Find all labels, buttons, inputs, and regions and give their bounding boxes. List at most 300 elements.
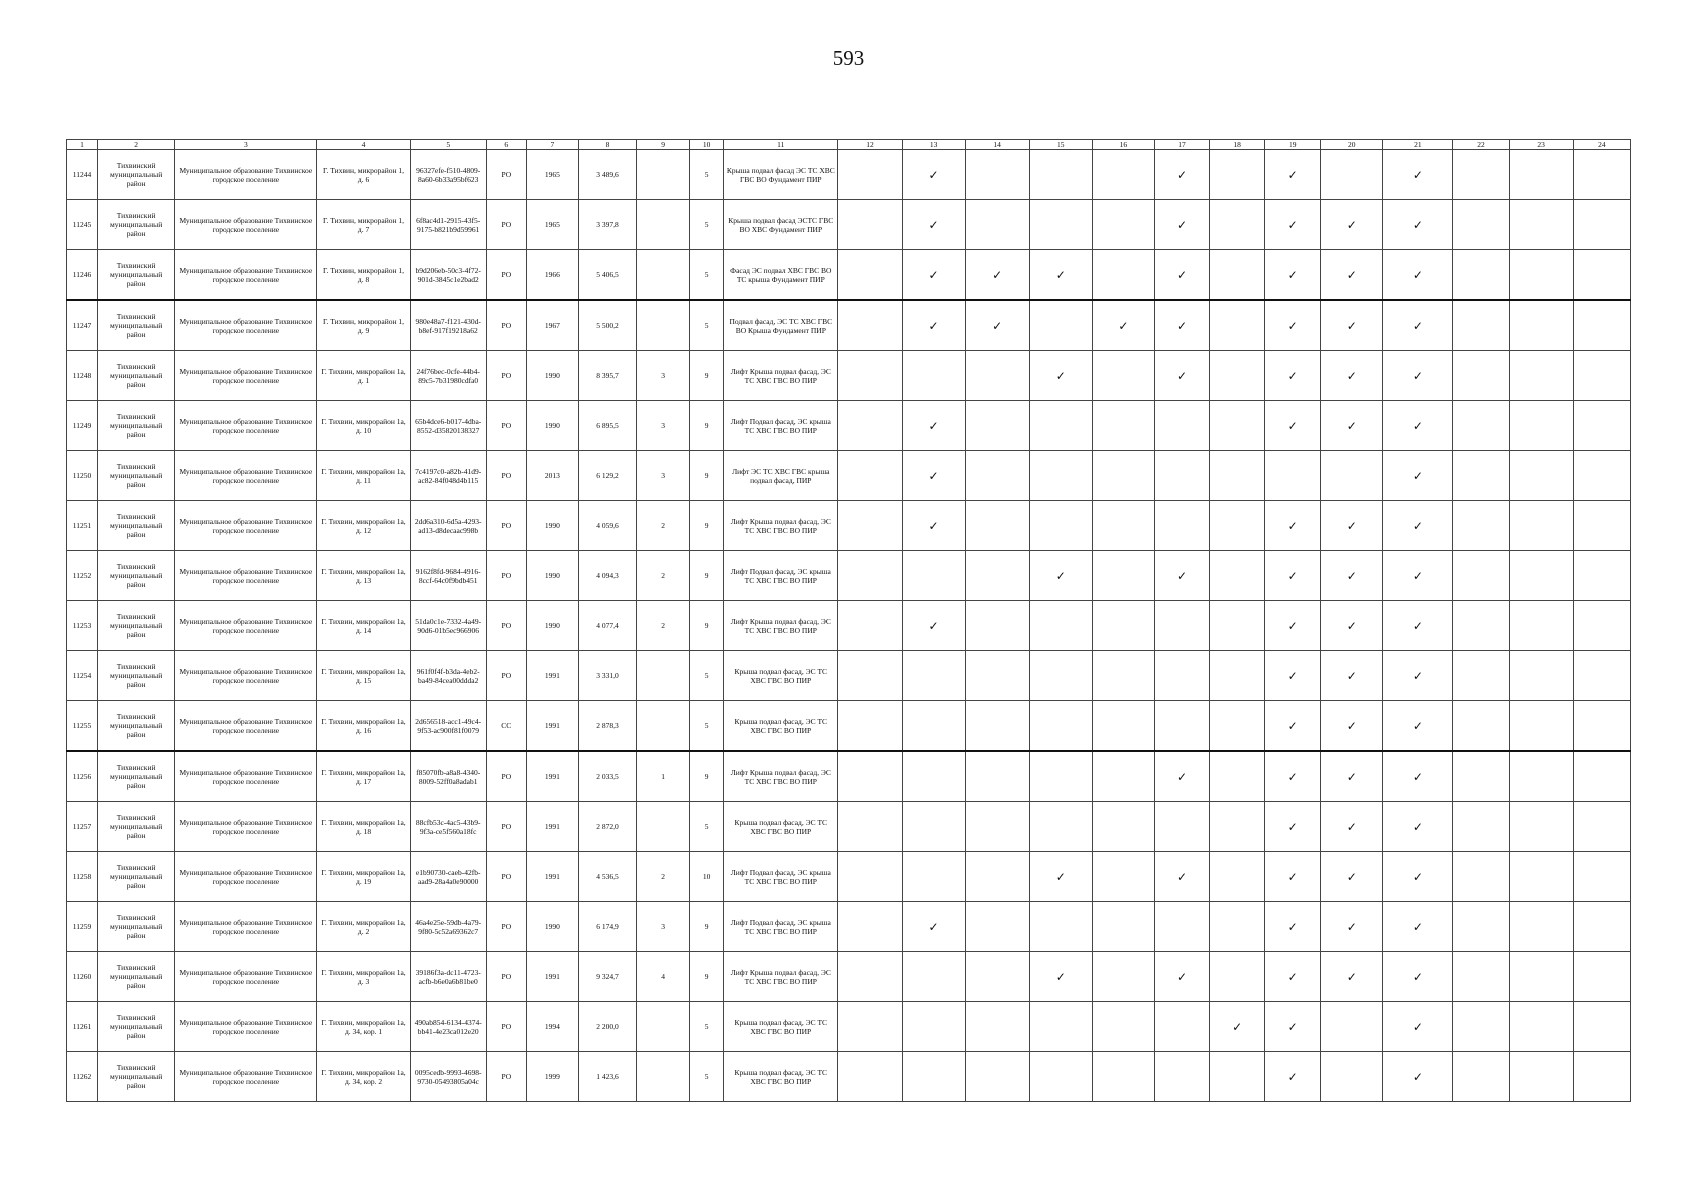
method-cell: РО — [486, 952, 526, 1002]
work-column-17-cell — [1154, 651, 1209, 701]
entrances-cell — [637, 1052, 690, 1102]
row-number: 11244 — [67, 150, 98, 200]
work-column-21-cell — [1383, 551, 1453, 601]
checkmark-icon: ✓ — [1287, 668, 1298, 683]
work-column-24-cell — [1573, 451, 1630, 501]
work-column-23-cell — [1509, 802, 1573, 852]
municipality-cell: Муниципальное образование Тихвинское городское поселение — [175, 501, 317, 551]
row-number: 11247 — [67, 300, 98, 351]
fias-guid-cell: 2dd6a310-6d5a-4293-ad13-d8decaac998b — [410, 501, 486, 551]
work-column-14-cell — [965, 1002, 1029, 1052]
work-column-21-cell — [1383, 601, 1453, 651]
area-cell: 2 872,0 — [578, 802, 636, 852]
work-column-19-cell — [1265, 1052, 1321, 1102]
work-column-23-cell — [1509, 300, 1573, 351]
fias-guid-cell: 39186f3a-dc11-4723-acfb-b6e0a6b81be0 — [410, 952, 486, 1002]
year-cell: 1966 — [526, 250, 578, 301]
checkmark-icon: ✓ — [1412, 969, 1423, 984]
address-cell: Г. Тихвин, микрорайон 1, д. 8 — [317, 250, 410, 301]
year-cell: 2013 — [526, 451, 578, 501]
work-column-23-cell — [1509, 601, 1573, 651]
row-number: 11259 — [67, 902, 98, 952]
work-column-21-cell — [1383, 902, 1453, 952]
column-header: 22 — [1453, 140, 1509, 150]
table-row — [67, 952, 1631, 1002]
floors-cell: 9 — [690, 401, 724, 451]
work-column-23-cell — [1509, 551, 1573, 601]
work-column-16-cell — [1092, 601, 1154, 651]
work-column-22-cell — [1453, 651, 1509, 701]
works-cell: Крыша подвал фасад, ЭС ТС ХВС ГВС ВО ПИР — [724, 1002, 838, 1052]
page-number: 593 — [832, 46, 865, 70]
municipality-cell: Муниципальное образование Тихвинское городское поселение — [175, 601, 317, 651]
checkmark-icon: ✓ — [1287, 969, 1298, 984]
fias-guid-cell: 980e48a7-f121-430d-b8ef-917f19218a62 — [410, 300, 486, 351]
work-column-18-cell — [1210, 1052, 1265, 1102]
checkmark-icon: ✓ — [1055, 568, 1066, 583]
method-cell: РО — [486, 1002, 526, 1052]
works-cell: Крыша подвал фасад, ЭС ТС ХВС ГВС ВО ПИР — [724, 802, 838, 852]
method-cell: РО — [486, 200, 526, 250]
work-column-14-cell — [965, 451, 1029, 501]
district-cell: Тихвинский муниципальный район — [98, 651, 175, 701]
municipality-cell: Муниципальное образование Тихвинское городское поселение — [175, 902, 317, 952]
works-cell: Лифт Крыша подвал фасад, ЭС ТС ХВС ГВС ВО ПИР — [724, 751, 838, 802]
work-column-18-cell — [1210, 451, 1265, 501]
address-cell: Г. Тихвин, микрорайон 1а, д. 17 — [317, 751, 410, 802]
year-cell: 1991 — [526, 751, 578, 802]
checkmark-icon: ✓ — [1412, 1019, 1423, 1034]
column-header: 19 — [1265, 140, 1321, 150]
checkmark-icon: ✓ — [1346, 819, 1357, 834]
area-cell: 1 423,6 — [578, 1052, 636, 1102]
floors-cell: 9 — [690, 501, 724, 551]
checkmark-icon: ✓ — [928, 919, 939, 934]
method-cell: РО — [486, 601, 526, 651]
work-column-19-cell — [1265, 300, 1321, 351]
row-number: 11248 — [67, 351, 98, 401]
work-column-22-cell — [1453, 501, 1509, 551]
row-number: 11252 — [67, 551, 98, 601]
work-column-21-cell — [1383, 751, 1453, 802]
work-column-24-cell — [1573, 1052, 1630, 1102]
work-column-23-cell — [1509, 1002, 1573, 1052]
work-column-20-cell — [1321, 1002, 1383, 1052]
fias-guid-cell: 24f76bec-0cfe-44b4-89c5-7b31980cdfa0 — [410, 351, 486, 401]
fias-guid-cell: 961f0f4f-b3da-4eb2-ba49-84cea00ddda2 — [410, 651, 486, 701]
method-cell: РО — [486, 451, 526, 501]
works-cell: Фасад ЭС подвал ХВС ГВС ВО ТС крыша Фундамент ПИР — [724, 250, 838, 301]
checkmark-icon: ✓ — [1055, 267, 1066, 282]
area-cell: 6 895,5 — [578, 401, 636, 451]
work-column-22-cell — [1453, 200, 1509, 250]
table-row — [67, 150, 1631, 200]
works-cell: Лифт Крыша подвал фасад, ЭС ТС ХВС ГВС ВО ПИР — [724, 351, 838, 401]
district-cell: Тихвинский муниципальный район — [98, 601, 175, 651]
floors-cell: 5 — [690, 250, 724, 301]
fias-guid-cell: 51da0c1e-7332-4a49-90d6-01b5ec966906 — [410, 601, 486, 651]
column-header: 5 — [410, 140, 486, 150]
work-column-14-cell — [965, 300, 1029, 351]
works-cell: Лифт Подвал фасад, ЭС крыша ТС ХВС ГВС ВО ПИР — [724, 401, 838, 451]
column-header: 13 — [902, 140, 965, 150]
municipality-cell: Муниципальное образование Тихвинское городское поселение — [175, 651, 317, 701]
column-header: 4 — [317, 140, 410, 150]
entrances-cell — [637, 300, 690, 351]
checkmark-icon: ✓ — [928, 468, 939, 483]
work-column-22-cell — [1453, 351, 1509, 401]
work-column-18-cell — [1210, 501, 1265, 551]
work-column-19-cell — [1265, 200, 1321, 250]
year-cell: 1990 — [526, 501, 578, 551]
work-column-20-cell — [1321, 601, 1383, 651]
checkmark-icon: ✓ — [1346, 618, 1357, 633]
table-row — [67, 451, 1631, 501]
column-header: 18 — [1210, 140, 1265, 150]
work-column-12-cell — [838, 501, 902, 551]
method-cell: РО — [486, 351, 526, 401]
district-cell: Тихвинский муниципальный район — [98, 150, 175, 200]
work-column-13-cell — [902, 802, 965, 852]
row-number: 11253 — [67, 601, 98, 651]
entrances-cell — [637, 250, 690, 301]
work-column-12-cell — [838, 852, 902, 902]
table-row — [67, 300, 1631, 351]
work-column-18-cell — [1210, 852, 1265, 902]
work-column-17-cell — [1154, 852, 1209, 902]
work-column-16-cell — [1092, 501, 1154, 551]
fias-guid-cell: 6f8ac4d1-2915-43f5-9175-b821b9d59961 — [410, 200, 486, 250]
address-cell: Г. Тихвин, микрорайон 1, д. 6 — [317, 150, 410, 200]
work-column-24-cell — [1573, 200, 1630, 250]
works-cell: Лифт ЭС ТС ХВС ГВС крыша подвал фасад, ПИР — [724, 451, 838, 501]
work-column-24-cell — [1573, 902, 1630, 952]
work-column-13-cell — [902, 601, 965, 651]
fias-guid-cell: 88cfb53c-4ac5-43b9-9f3a-ce5f560a18fc — [410, 802, 486, 852]
entrances-cell: 4 — [637, 952, 690, 1002]
address-cell: Г. Тихвин, микрорайон 1а, д. 2 — [317, 902, 410, 952]
checkmark-icon: ✓ — [1346, 919, 1357, 934]
work-column-12-cell — [838, 351, 902, 401]
work-column-24-cell — [1573, 401, 1630, 451]
work-column-15-cell — [1029, 902, 1092, 952]
work-column-20-cell — [1321, 551, 1383, 601]
checkmark-icon: ✓ — [1412, 267, 1423, 282]
method-cell: СС — [486, 701, 526, 752]
work-column-19-cell — [1265, 651, 1321, 701]
district-cell: Тихвинский муниципальный район — [98, 501, 175, 551]
works-cell: Крыша подвал фасад, ЭС ТС ХВС ГВС ВО ПИР — [724, 651, 838, 701]
area-cell: 2 200,0 — [578, 1002, 636, 1052]
checkmark-icon: ✓ — [1287, 368, 1298, 383]
table-row — [67, 601, 1631, 651]
checkmark-icon: ✓ — [1346, 769, 1357, 784]
work-column-18-cell — [1210, 802, 1265, 852]
work-column-14-cell — [965, 701, 1029, 752]
checkmark-icon: ✓ — [1176, 368, 1188, 383]
row-number: 11260 — [67, 952, 98, 1002]
table-row — [67, 1002, 1631, 1052]
work-column-15-cell — [1029, 200, 1092, 250]
checkmark-icon: ✓ — [928, 618, 939, 633]
work-column-13-cell — [902, 150, 965, 200]
floors-cell: 5 — [690, 701, 724, 752]
address-cell: Г. Тихвин, микрорайон 1а, д. 34, кор. 2 — [317, 1052, 410, 1102]
work-column-20-cell — [1321, 250, 1383, 301]
column-header: 23 — [1509, 140, 1573, 150]
municipality-cell: Муниципальное образование Тихвинское городское поселение — [175, 751, 317, 802]
entrances-cell: 2 — [637, 551, 690, 601]
municipality-cell: Муниципальное образование Тихвинское городское поселение — [175, 250, 317, 301]
fias-guid-cell: 96327efe-f510-4809-8a60-6b33a95bf623 — [410, 150, 486, 200]
method-cell: РО — [486, 150, 526, 200]
checkmark-icon: ✓ — [1346, 267, 1357, 282]
checkmark-icon: ✓ — [1176, 568, 1188, 583]
work-column-24-cell — [1573, 1002, 1630, 1052]
work-column-24-cell — [1573, 501, 1630, 551]
work-column-12-cell — [838, 701, 902, 752]
work-column-17-cell — [1154, 902, 1209, 952]
work-column-14-cell — [965, 751, 1029, 802]
work-column-12-cell — [838, 952, 902, 1002]
year-cell: 1965 — [526, 150, 578, 200]
work-column-18-cell — [1210, 401, 1265, 451]
work-column-23-cell — [1509, 701, 1573, 752]
checkmark-icon: ✓ — [1176, 318, 1188, 333]
checkmark-icon: ✓ — [1412, 167, 1423, 182]
year-cell: 1999 — [526, 1052, 578, 1102]
entrances-cell: 3 — [637, 401, 690, 451]
work-column-23-cell — [1509, 501, 1573, 551]
column-header: 15 — [1029, 140, 1092, 150]
district-cell: Тихвинский муниципальный район — [98, 1052, 175, 1102]
area-cell: 2 033,5 — [578, 751, 636, 802]
work-column-14-cell — [965, 852, 1029, 902]
row-number: 11249 — [67, 401, 98, 451]
method-cell: РО — [486, 401, 526, 451]
work-column-13-cell — [902, 1052, 965, 1102]
table-row — [67, 651, 1631, 701]
floors-cell: 5 — [690, 300, 724, 351]
entrances-cell: 2 — [637, 852, 690, 902]
method-cell: РО — [486, 501, 526, 551]
column-header: 3 — [175, 140, 317, 150]
column-header: 21 — [1383, 140, 1453, 150]
work-column-24-cell — [1573, 551, 1630, 601]
work-column-15-cell — [1029, 1002, 1092, 1052]
work-column-19-cell — [1265, 401, 1321, 451]
checkmark-icon: ✓ — [928, 167, 939, 182]
work-column-22-cell — [1453, 601, 1509, 651]
floors-cell: 9 — [690, 451, 724, 501]
address-cell: Г. Тихвин, микрорайон 1, д. 9 — [317, 300, 410, 351]
work-column-18-cell — [1210, 1002, 1265, 1052]
works-cell: Крыша подвал фасад, ЭС ТС ХВС ГВС ВО ПИР — [724, 701, 838, 752]
year-cell: 1991 — [526, 802, 578, 852]
work-column-13-cell — [902, 701, 965, 752]
checkmark-icon: ✓ — [1055, 969, 1066, 984]
work-column-24-cell — [1573, 701, 1630, 752]
registry-body — [67, 150, 1631, 1102]
work-column-15-cell — [1029, 451, 1092, 501]
work-column-22-cell — [1453, 701, 1509, 752]
work-column-19-cell — [1265, 952, 1321, 1002]
work-column-20-cell — [1321, 200, 1383, 250]
work-column-23-cell — [1509, 150, 1573, 200]
work-column-15-cell — [1029, 300, 1092, 351]
entrances-cell: 3 — [637, 451, 690, 501]
work-column-17-cell — [1154, 701, 1209, 752]
work-column-21-cell — [1383, 300, 1453, 351]
year-cell: 1965 — [526, 200, 578, 250]
checkmark-icon: ✓ — [1346, 568, 1357, 583]
fias-guid-cell: f85070fb-a8a8-4340-8009-52ff0a8adab1 — [410, 751, 486, 802]
work-column-16-cell — [1092, 751, 1154, 802]
row-number: 11250 — [67, 451, 98, 501]
column-header: 2 — [98, 140, 175, 150]
work-column-16-cell — [1092, 852, 1154, 902]
area-cell: 2 878,3 — [578, 701, 636, 752]
checkmark-icon: ✓ — [1176, 969, 1188, 984]
row-number: 11258 — [67, 852, 98, 902]
work-column-16-cell — [1092, 150, 1154, 200]
floors-cell: 5 — [690, 651, 724, 701]
work-column-13-cell — [902, 751, 965, 802]
district-cell: Тихвинский муниципальный район — [98, 451, 175, 501]
table-row — [67, 200, 1631, 250]
row-number: 11261 — [67, 1002, 98, 1052]
municipality-cell: Муниципальное образование Тихвинское городское поселение — [175, 952, 317, 1002]
work-column-23-cell — [1509, 651, 1573, 701]
work-column-16-cell — [1092, 802, 1154, 852]
municipality-cell: Муниципальное образование Тихвинское городское поселение — [175, 351, 317, 401]
table-row — [67, 551, 1631, 601]
year-cell: 1991 — [526, 701, 578, 752]
work-column-13-cell — [902, 902, 965, 952]
method-cell: РО — [486, 250, 526, 301]
checkmark-icon: ✓ — [928, 267, 939, 282]
work-column-12-cell — [838, 902, 902, 952]
work-column-23-cell — [1509, 250, 1573, 301]
work-column-24-cell — [1573, 351, 1630, 401]
checkmark-icon: ✓ — [928, 518, 939, 533]
work-column-16-cell — [1092, 1052, 1154, 1102]
address-cell: Г. Тихвин, микрорайон 1а, д. 34, кор. 1 — [317, 1002, 410, 1052]
checkmark-icon: ✓ — [1287, 318, 1298, 333]
work-column-20-cell — [1321, 150, 1383, 200]
work-column-24-cell — [1573, 250, 1630, 301]
checkmark-icon: ✓ — [1287, 167, 1298, 182]
work-column-19-cell — [1265, 902, 1321, 952]
work-column-12-cell — [838, 451, 902, 501]
work-column-14-cell — [965, 651, 1029, 701]
work-column-13-cell — [902, 250, 965, 301]
column-header: 8 — [578, 140, 636, 150]
work-column-16-cell — [1092, 200, 1154, 250]
work-column-21-cell — [1383, 651, 1453, 701]
work-column-24-cell — [1573, 852, 1630, 902]
works-cell: Крыша подвал фасад ЭС ТС ХВС ГВС ВО Фундамент ПИР — [724, 150, 838, 200]
municipality-cell: Муниципальное образование Тихвинское городское поселение — [175, 200, 317, 250]
district-cell: Тихвинский муниципальный район — [98, 701, 175, 752]
area-cell: 5 500,2 — [578, 300, 636, 351]
work-column-20-cell — [1321, 351, 1383, 401]
method-cell: РО — [486, 902, 526, 952]
work-column-19-cell — [1265, 751, 1321, 802]
work-column-17-cell — [1154, 802, 1209, 852]
work-column-19-cell — [1265, 250, 1321, 301]
entrances-cell: 2 — [637, 501, 690, 551]
work-column-16-cell — [1092, 401, 1154, 451]
entrances-cell: 3 — [637, 351, 690, 401]
work-column-18-cell — [1210, 701, 1265, 752]
checkmark-icon: ✓ — [1412, 318, 1423, 333]
column-number-row — [67, 140, 1631, 150]
work-column-14-cell — [965, 351, 1029, 401]
method-cell: РО — [486, 300, 526, 351]
work-column-24-cell — [1573, 300, 1630, 351]
address-cell: Г. Тихвин, микрорайон 1а, д. 1 — [317, 351, 410, 401]
work-column-17-cell — [1154, 401, 1209, 451]
work-column-20-cell — [1321, 952, 1383, 1002]
table-row — [67, 852, 1631, 902]
checkmark-icon: ✓ — [1287, 217, 1298, 232]
table-row — [67, 501, 1631, 551]
address-cell: Г. Тихвин, микрорайон 1а, д. 14 — [317, 601, 410, 651]
year-cell: 1990 — [526, 351, 578, 401]
row-number: 11245 — [67, 200, 98, 250]
entrances-cell — [637, 150, 690, 200]
year-cell: 1994 — [526, 1002, 578, 1052]
column-header: 12 — [838, 140, 902, 150]
work-column-18-cell — [1210, 150, 1265, 200]
column-header: 24 — [1573, 140, 1630, 150]
column-header: 6 — [486, 140, 526, 150]
method-cell: РО — [486, 802, 526, 852]
area-cell: 4 077,4 — [578, 601, 636, 651]
checkmark-icon: ✓ — [1412, 718, 1423, 733]
work-column-16-cell — [1092, 651, 1154, 701]
checkmark-icon: ✓ — [1412, 869, 1423, 884]
work-column-22-cell — [1453, 1002, 1509, 1052]
column-header: 10 — [690, 140, 724, 150]
checkmark-icon: ✓ — [1287, 518, 1298, 533]
floors-cell: 5 — [690, 150, 724, 200]
floors-cell: 5 — [690, 200, 724, 250]
table-row — [67, 1052, 1631, 1102]
fias-guid-cell: b9d206eb-50c3-4f72-901d-3845c1e2bad2 — [410, 250, 486, 301]
work-column-14-cell — [965, 150, 1029, 200]
work-column-16-cell — [1092, 701, 1154, 752]
work-column-23-cell — [1509, 902, 1573, 952]
checkmark-icon: ✓ — [928, 318, 939, 333]
checkmark-icon: ✓ — [1287, 919, 1298, 934]
checkmark-icon: ✓ — [1176, 267, 1188, 282]
column-header: 9 — [637, 140, 690, 150]
area-cell: 3 331,0 — [578, 651, 636, 701]
work-column-17-cell — [1154, 952, 1209, 1002]
checkmark-icon: ✓ — [1412, 518, 1423, 533]
entrances-cell: 2 — [637, 601, 690, 651]
work-column-21-cell — [1383, 701, 1453, 752]
checkmark-icon: ✓ — [1287, 1019, 1298, 1034]
work-column-21-cell — [1383, 401, 1453, 451]
work-column-15-cell — [1029, 401, 1092, 451]
municipality-cell: Муниципальное образование Тихвинское городское поселение — [175, 150, 317, 200]
work-column-14-cell — [965, 601, 1029, 651]
district-cell: Тихвинский муниципальный район — [98, 902, 175, 952]
column-header: 7 — [526, 140, 578, 150]
